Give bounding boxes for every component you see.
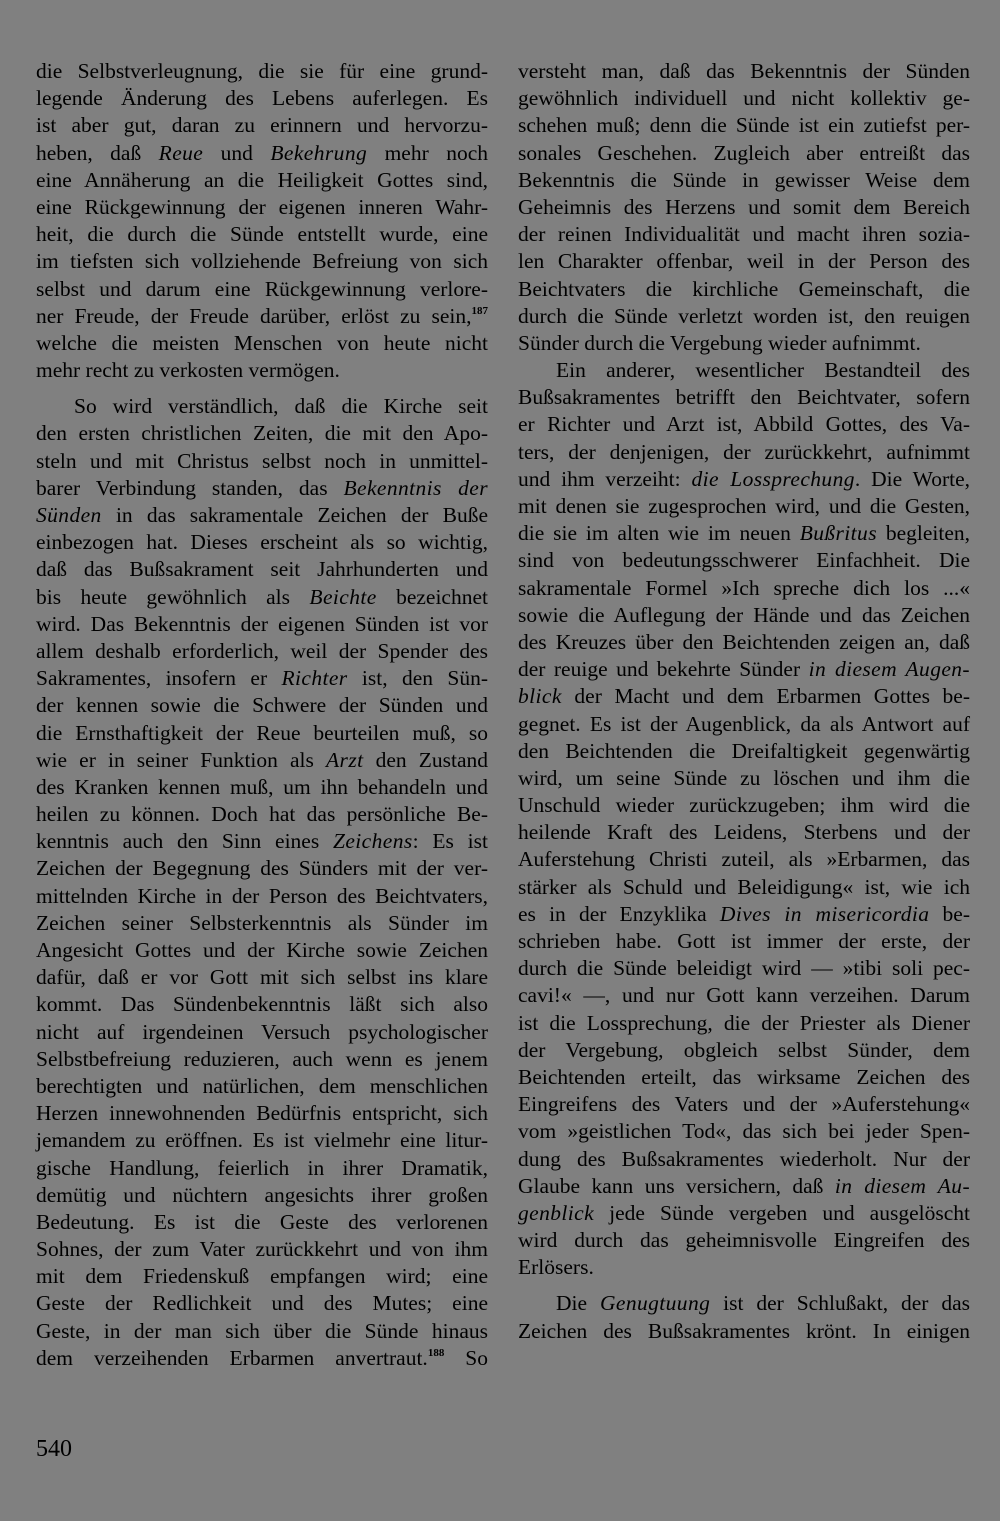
text-run: stärker als Schuld und Beleidigung« ist, wie ich	[518, 874, 970, 899]
text-line	[36, 1100, 488, 1127]
text-line	[36, 448, 488, 475]
text-line	[518, 303, 970, 330]
text-run: ner Freude, der Freude darüber, erlöst zu sein,	[36, 303, 472, 328]
text-run: die Selbstverleugnung, die sie für eine grund-	[36, 59, 488, 83]
text-line	[36, 1073, 488, 1100]
text-line	[36, 720, 488, 747]
text-line	[518, 711, 970, 738]
text-run: ist der Schlußakt, der das	[710, 1291, 970, 1316]
text-run: legende Änderung des Lebens auferlegen. Es	[36, 86, 488, 111]
text-line	[36, 1019, 488, 1046]
text-run: ist die Lossprechung, die der Priester als Diener	[518, 1010, 970, 1035]
text-run: Bekenntnis die Sünde in gewisser Weise dem	[518, 167, 970, 192]
text-line	[36, 584, 488, 611]
text-run: len Charakter offenbar, weil in der Person des	[518, 249, 970, 274]
text-run: dem verzeihenden Erbarmen anvertraut.	[36, 1345, 428, 1370]
text-run: So wird verständlich, daß die Kirche seit	[74, 394, 488, 419]
text-line	[36, 393, 488, 420]
text-run: mehr recht zu verkosten vermögen.	[36, 358, 340, 383]
text-run: allem deshalb erforderlich, weil der Spender des	[36, 638, 488, 663]
italic-text: Bekenntnis der	[343, 475, 488, 500]
text-run: sind von bedeutungsschwerer Einfachheit. Die	[518, 548, 970, 573]
text-line	[36, 774, 488, 801]
text-run: durch die Sünde verletzt worden ist, den reuigen	[518, 303, 970, 328]
text-run: schrieben habe. Gott ist immer der erste, der	[518, 929, 970, 953]
text-run: sonales Geschehen. Zugleich aber entreißt das	[518, 140, 970, 165]
text-run: dung des Bußsakramentes wiederholt. Nur der	[518, 1146, 970, 1171]
text-line	[36, 937, 488, 964]
text-run: durch die Sünde beleidigt wird — »tibi soli pec-	[518, 956, 970, 981]
text-line	[36, 529, 488, 556]
text-run: Zeichen seiner Selbsterkenntnis als Sünder im	[36, 910, 488, 935]
text-run: einbezogen hat. Dieses erscheint als so wichtig,	[36, 530, 488, 555]
text-run: dafür, daß er vor Gott mit sich selbst ins klare	[36, 965, 488, 990]
italic-text: Richter	[281, 666, 348, 691]
text-line	[36, 420, 488, 447]
italic-text: Arzt	[326, 747, 364, 772]
text-run: der Macht und dem Erbarmen Gottes be-	[561, 684, 970, 709]
text-run: barer Verbindung standen, das	[36, 475, 344, 500]
text-run: die sie im alten wie im neuen	[518, 521, 800, 546]
text-line	[36, 194, 488, 221]
text-line	[36, 502, 488, 529]
text-run: jemandem zu eröffnen. Es ist vielmehr eine litur-	[36, 1128, 488, 1153]
text-run: mit dem Friedenskuß empfangen wird; eine	[36, 1264, 488, 1289]
text-line	[518, 1010, 970, 1037]
text-line	[518, 683, 970, 710]
text-line	[518, 792, 970, 819]
text-line	[36, 167, 488, 194]
text-run: sowie die Auflegung der Hände und das Zeichen	[518, 602, 970, 627]
text-run: Bedeutung. Es ist die Geste des verlorenen	[36, 1209, 488, 1234]
right-text-column	[518, 58, 970, 1345]
text-line	[36, 638, 488, 665]
text-line	[518, 85, 970, 112]
text-run: Selbstbefreiung reduzieren, auch wenn es jenem	[36, 1046, 488, 1071]
text-line	[518, 58, 970, 85]
text-line	[518, 656, 970, 683]
italic-text: blick	[518, 684, 562, 709]
italic-text: in diesem Au-	[834, 1173, 971, 1198]
text-line	[518, 167, 970, 194]
text-run: der Vergebung, obgleich selbst Sünder, dem	[518, 1037, 970, 1062]
text-line	[36, 910, 488, 937]
text-run: mit denen sie zugesprochen wird, und die Gesten,	[518, 494, 970, 518]
text-run: heben, daß	[36, 140, 159, 165]
text-line	[518, 493, 970, 520]
text-line	[518, 357, 970, 384]
text-run: demütig und nüchtern angesichts ihrer großen	[36, 1182, 488, 1207]
text-run: des Kreuzes über den Beichtenden zeigen an, daß	[518, 629, 970, 654]
text-line	[518, 1227, 970, 1254]
text-line	[36, 1318, 488, 1345]
text-line	[518, 1200, 970, 1227]
text-line	[518, 140, 970, 167]
text-run: schehen muß; denn die Sünde ist ein zutiefst per-	[518, 113, 970, 138]
text-run: Sohnes, der zum Vater zurückkehrt und von ihm	[36, 1237, 488, 1262]
italic-text: genblick	[518, 1200, 595, 1225]
text-line	[36, 1127, 488, 1154]
text-run: cavi!« —, und nur Gott kann verzeihen. Darum	[518, 983, 970, 1008]
text-run: bis heute gewöhnlich als	[36, 584, 310, 609]
italic-text: Bußritus	[799, 521, 877, 546]
italic-text: Dives in misericordia	[719, 901, 930, 926]
text-run: Sünder durch die Vergebung wieder aufnimmt.	[518, 330, 921, 355]
text-line	[518, 602, 970, 629]
text-line	[36, 991, 488, 1018]
text-run: Die	[556, 1291, 600, 1316]
text-run: Beichtenden erteilt, das wirksame Zeichen des	[518, 1064, 970, 1089]
text-line	[518, 276, 970, 303]
text-run: Glaube kann uns versichern, daß	[518, 1173, 835, 1198]
text-run: mehr noch	[367, 140, 488, 165]
text-run: gische Handlung, feierlich in ihrer Dramatik,	[36, 1155, 488, 1180]
text-run: gewöhnlich individuell und nicht kollektiv ge-	[518, 86, 970, 111]
text-run: Angesicht Gottes und der Kirche sowie Zeichen	[36, 938, 488, 962]
text-line	[36, 248, 488, 275]
text-run: wird, um seine Sünde zu löschen und ihm die	[518, 765, 970, 790]
text-run: be-	[929, 901, 970, 926]
text-run: Ein anderer, wesentlicher Bestandteil des	[556, 358, 970, 383]
text-run: die Ernsthaftigkeit der Reue beurteilen muß, so	[36, 720, 488, 745]
text-run: des Kranken kennen muß, um ihn behandeln und	[36, 774, 488, 799]
text-line	[518, 1146, 970, 1173]
text-run: eine Annäherung an die Heiligkeit Gottes sind,	[36, 167, 488, 192]
italic-text: Genugtuung	[599, 1291, 711, 1316]
text-run: Auferstehung Christi zuteil, als »Erbarmen, das	[518, 847, 970, 872]
text-line	[36, 855, 488, 882]
text-line	[518, 547, 970, 574]
text-line	[36, 747, 488, 774]
paragraph-gap	[518, 1281, 970, 1290]
text-run: Sakramentes, insofern er	[36, 666, 282, 691]
text-line	[36, 85, 488, 112]
text-line	[518, 1173, 970, 1200]
text-line	[518, 901, 970, 928]
text-run: bezeichnet	[376, 584, 488, 609]
text-run: und	[203, 140, 271, 165]
text-run: kommt. Das Sündenbekenntnis läßt sich also	[36, 992, 488, 1017]
text-run: Beichtvaters die kirchliche Gemeinschaft, die	[518, 276, 970, 301]
text-line	[36, 1046, 488, 1073]
text-run: er Richter und Arzt ist, Abbild Gottes, des Va-	[518, 412, 970, 437]
text-line	[36, 1236, 488, 1263]
italic-text: Zeichens	[333, 829, 413, 854]
text-run: So	[444, 1345, 488, 1370]
text-line	[36, 330, 488, 357]
text-run: . Die Worte,	[854, 466, 971, 491]
text-run: : Es ist	[412, 829, 488, 854]
text-run: heilende Kraft des Leidens, Sterbens und der	[518, 820, 970, 845]
text-line	[518, 1091, 970, 1118]
text-run: vom »geistlichen Tod«, das sich bei jeder Spen-	[518, 1119, 970, 1144]
text-run: ist aber gut, daran zu erinnern und hervorzu-	[36, 113, 488, 138]
text-line	[36, 276, 488, 303]
text-run: wird. Das Bekenntnis der eigenen Sünden ist vor	[36, 611, 488, 636]
text-line	[36, 611, 488, 638]
text-run: der reinen Individualität und macht ihren sozia-	[518, 222, 970, 247]
text-line	[518, 384, 970, 411]
page-number: 540	[36, 1436, 72, 1462]
text-run: heit, die durch die Sünde entstellt wurde, eine	[36, 222, 488, 247]
text-line	[36, 1155, 488, 1182]
text-run: sakramentale Formel »Ich spreche dich los ...«	[518, 575, 970, 600]
text-run: mittelnden Kirche in der Person des Beichtvaters,	[36, 883, 488, 908]
text-run: versteht man, daß das Bekenntnis der Sünden	[518, 59, 970, 83]
text-run: wie er in seiner Funktion als	[36, 747, 327, 772]
text-run: Bußsakramentes betrifft den Beichtvater, sofern	[518, 385, 970, 410]
italic-text: die Lossprechung	[691, 466, 855, 491]
paragraph-gap	[36, 384, 488, 393]
text-line	[36, 665, 488, 692]
text-line	[36, 692, 488, 719]
text-line	[518, 1318, 970, 1345]
text-line	[518, 874, 970, 901]
text-line	[36, 1209, 488, 1236]
text-line	[36, 828, 488, 855]
text-line	[518, 439, 970, 466]
italic-text: Reue	[158, 140, 204, 165]
text-run: daß das Bußsakrament seit Jahrhunderten und	[36, 557, 488, 582]
text-run: Unschuld wieder zurückzugeben; ihm wird die	[518, 793, 970, 818]
text-line	[36, 883, 488, 910]
text-run: es in der Enzyklika	[518, 901, 720, 926]
text-line	[518, 112, 970, 139]
italic-text: Bekehrung	[270, 140, 368, 165]
footnote-marker: 187	[471, 304, 488, 317]
text-line	[518, 955, 970, 982]
text-run: ist, den Sün-	[347, 666, 488, 691]
text-run: Erlösers.	[518, 1255, 594, 1280]
text-run: selbst und darum eine Rückgewinnung verlore-	[36, 276, 488, 301]
text-line	[518, 330, 970, 357]
text-line	[36, 1263, 488, 1290]
text-line	[518, 846, 970, 873]
text-line	[36, 475, 488, 502]
text-run: den Zustand	[363, 747, 489, 772]
text-run: ters, der denjenigen, der zurückkehrt, aufnimmt	[518, 439, 970, 464]
text-run: und ihm verzeiht:	[518, 466, 692, 491]
text-run: kenntnis auch den Sinn eines	[36, 829, 333, 854]
text-run: der kennen sowie die Schwere der Sünden und	[36, 693, 488, 718]
text-line	[518, 738, 970, 765]
text-line	[36, 1290, 488, 1317]
text-line	[36, 112, 488, 139]
text-line	[518, 1118, 970, 1145]
text-line	[36, 964, 488, 991]
text-line	[518, 466, 970, 493]
text-run: heilen zu können. Doch hat das persönliche Be-	[36, 802, 488, 827]
text-line	[518, 194, 970, 221]
text-line	[518, 819, 970, 846]
text-line	[518, 1254, 970, 1281]
text-run: welche die meisten Menschen von heute nicht	[36, 330, 488, 355]
text-line	[518, 248, 970, 275]
italic-text: in diesem Augen-	[808, 657, 970, 682]
left-text-column	[36, 58, 488, 1372]
text-run: Zeichen der Begegnung des Sünders mit der ver-	[36, 856, 488, 881]
text-run: den ersten christlichen Zeiten, die mit den Apo-	[36, 421, 488, 446]
text-line	[518, 575, 970, 602]
text-run: den Beichtenden die Dreifaltigkeit gegenwärtig	[518, 738, 970, 763]
text-line	[36, 357, 488, 384]
text-line	[36, 801, 488, 828]
text-line	[36, 1345, 488, 1372]
text-line	[36, 1182, 488, 1209]
italic-text: Sünden	[36, 503, 102, 527]
text-line	[36, 303, 488, 330]
text-line	[518, 982, 970, 1009]
text-run: jede Sünde vergeben und ausgelöscht	[594, 1200, 970, 1225]
footnote-marker: 188	[427, 1346, 445, 1359]
text-run: steln und mit Christus selbst noch in unmittel-	[36, 448, 488, 473]
text-run: Eingreifens des Vaters und der »Auferstehung«	[518, 1092, 970, 1117]
text-line	[518, 1037, 970, 1064]
text-line	[518, 765, 970, 792]
text-run: Geste, in der man sich über die Sünde hinaus	[36, 1318, 488, 1343]
text-run: gegnet. Es ist der Augenblick, da als Antwort auf	[518, 711, 970, 736]
text-line	[36, 58, 488, 85]
text-run: Zeichen des Bußsakramentes krönt. In einigen	[518, 1318, 970, 1343]
text-run: begleiten,	[876, 521, 970, 546]
text-run: der reuige und bekehrte Sünder	[518, 657, 809, 682]
text-run: Geste der Redlichkeit und des Mutes; eine	[36, 1291, 488, 1316]
text-run: im tiefsten sich vollziehende Befreiung von sich	[36, 249, 488, 274]
text-run: Geheimnis des Herzens und somit dem Bereich	[518, 194, 970, 219]
italic-text: Beichte	[309, 584, 377, 609]
text-run: Herzen innewohnenden Bedürfnis entspricht, sich	[36, 1101, 488, 1126]
text-line	[36, 221, 488, 248]
text-line	[518, 411, 970, 438]
text-line	[518, 520, 970, 547]
text-run: berechtigten und natürlichen, dem menschlichen	[36, 1073, 488, 1098]
text-line	[518, 1290, 970, 1317]
text-run: nicht auf irgendeinen Versuch psychologischer	[36, 1019, 488, 1044]
text-line	[36, 556, 488, 583]
text-line	[518, 221, 970, 248]
text-line	[36, 140, 488, 167]
text-line	[518, 928, 970, 955]
text-line	[518, 1064, 970, 1091]
text-line	[518, 629, 970, 656]
text-run: wird durch das geheimnisvolle Eingreifen des	[518, 1228, 970, 1253]
text-run: in das sakramentale Zeichen der Buße	[101, 503, 488, 527]
text-run: eine Rückgewinnung der eigenen inneren Wahr-	[36, 194, 488, 219]
